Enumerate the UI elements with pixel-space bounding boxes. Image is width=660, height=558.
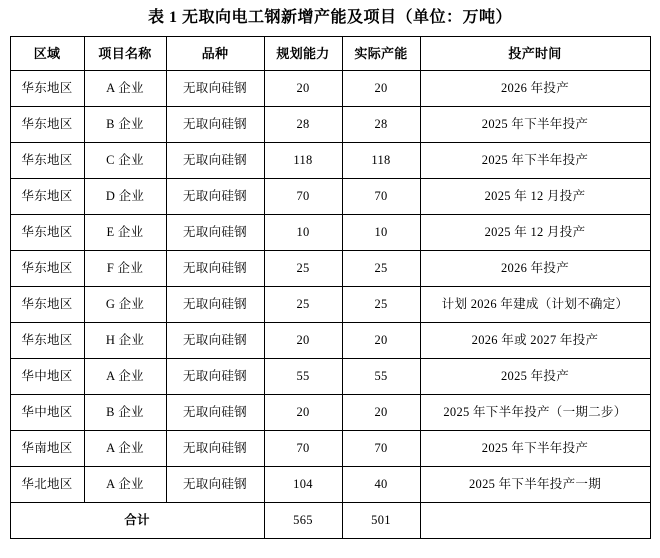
cell-start-time: 2026 年投产 bbox=[420, 251, 650, 287]
table-row bbox=[10, 323, 650, 359]
capacity-table bbox=[10, 36, 651, 539]
cell-plan-capacity: 118 bbox=[264, 143, 342, 179]
table-row bbox=[10, 179, 650, 215]
cell-variety: 无取向硅钢 bbox=[166, 395, 264, 431]
cell-variety: 无取向硅钢 bbox=[166, 107, 264, 143]
column-header-project: 项目名称 bbox=[84, 37, 166, 71]
cell-actual-capacity: 10 bbox=[342, 215, 420, 251]
table-row bbox=[10, 395, 650, 431]
cell-region: 华东地区 bbox=[10, 107, 84, 143]
column-header-region: 区域 bbox=[10, 37, 84, 71]
cell-start-time: 2025 年下半年投产 bbox=[420, 431, 650, 467]
table-row bbox=[10, 431, 650, 467]
cell-variety: 无取向硅钢 bbox=[166, 251, 264, 287]
cell-project: B 企业 bbox=[84, 107, 166, 143]
cell-actual-capacity: 20 bbox=[342, 323, 420, 359]
cell-region: 华东地区 bbox=[10, 287, 84, 323]
cell-actual-capacity: 55 bbox=[342, 359, 420, 395]
cell-project: G 企业 bbox=[84, 287, 166, 323]
cell-region: 华东地区 bbox=[10, 71, 84, 107]
page-title: 表 1 无取向电工钢新增产能及项目（单位：万吨） bbox=[147, 9, 512, 26]
cell-project: D 企业 bbox=[84, 179, 166, 215]
cell-plan-capacity: 104 bbox=[264, 467, 342, 503]
table-row bbox=[10, 107, 650, 143]
cell-plan-capacity: 70 bbox=[264, 179, 342, 215]
cell-start-time: 2025 年下半年投产 bbox=[420, 143, 650, 179]
table-row bbox=[10, 467, 650, 503]
cell-project: B 企业 bbox=[84, 395, 166, 431]
cell-plan-capacity: 28 bbox=[264, 107, 342, 143]
cell-project: A 企业 bbox=[84, 467, 166, 503]
cell-start-time: 计划 2026 年建成（计划不确定） bbox=[420, 287, 650, 323]
cell-project: E 企业 bbox=[84, 215, 166, 251]
cell-start-time: 2025 年 12 月投产 bbox=[420, 215, 650, 251]
cell-variety: 无取向硅钢 bbox=[166, 71, 264, 107]
cell-start-time: 2026 年或 2027 年投产 bbox=[420, 323, 650, 359]
cell-actual-capacity: 70 bbox=[342, 179, 420, 215]
cell-project: A 企业 bbox=[84, 359, 166, 395]
cell-plan-capacity: 20 bbox=[264, 395, 342, 431]
cell-variety: 无取向硅钢 bbox=[166, 215, 264, 251]
cell-region: 华东地区 bbox=[10, 179, 84, 215]
cell-actual-capacity: 70 bbox=[342, 431, 420, 467]
total-label: 合计 bbox=[10, 503, 264, 539]
cell-start-time: 2025 年投产 bbox=[420, 359, 650, 395]
column-header-start-time: 投产时间 bbox=[420, 37, 650, 71]
cell-start-time: 2025 年 12 月投产 bbox=[420, 179, 650, 215]
cell-start-time: 2025 年下半年投产一期 bbox=[420, 467, 650, 503]
cell-start-time: 2025 年下半年投产 bbox=[420, 107, 650, 143]
cell-plan-capacity: 70 bbox=[264, 431, 342, 467]
cell-region: 华中地区 bbox=[10, 359, 84, 395]
cell-variety: 无取向硅钢 bbox=[166, 467, 264, 503]
cell-actual-capacity: 25 bbox=[342, 287, 420, 323]
cell-actual-capacity: 20 bbox=[342, 395, 420, 431]
total-start-time bbox=[420, 503, 650, 539]
cell-variety: 无取向硅钢 bbox=[166, 179, 264, 215]
cell-region: 华北地区 bbox=[10, 467, 84, 503]
cell-plan-capacity: 55 bbox=[264, 359, 342, 395]
cell-plan-capacity: 10 bbox=[264, 215, 342, 251]
cell-plan-capacity: 25 bbox=[264, 251, 342, 287]
cell-region: 华南地区 bbox=[10, 431, 84, 467]
cell-actual-capacity: 28 bbox=[342, 107, 420, 143]
cell-start-time: 2026 年投产 bbox=[420, 71, 650, 107]
table-header-row bbox=[10, 37, 650, 71]
cell-variety: 无取向硅钢 bbox=[166, 359, 264, 395]
cell-actual-capacity: 40 bbox=[342, 467, 420, 503]
cell-variety: 无取向硅钢 bbox=[166, 287, 264, 323]
cell-plan-capacity: 20 bbox=[264, 323, 342, 359]
cell-project: A 企业 bbox=[84, 71, 166, 107]
column-header-plan-capacity: 规划能力 bbox=[264, 37, 342, 71]
cell-project: A 企业 bbox=[84, 431, 166, 467]
table-row bbox=[10, 215, 650, 251]
column-header-variety: 品种 bbox=[166, 37, 264, 71]
cell-variety: 无取向硅钢 bbox=[166, 431, 264, 467]
cell-region: 华东地区 bbox=[10, 143, 84, 179]
table-row bbox=[10, 143, 650, 179]
table-header bbox=[10, 37, 650, 71]
total-plan-capacity: 565 bbox=[264, 503, 342, 539]
cell-actual-capacity: 118 bbox=[342, 143, 420, 179]
cell-plan-capacity: 25 bbox=[264, 287, 342, 323]
table-row bbox=[10, 71, 650, 107]
column-header-actual-capacity: 实际产能 bbox=[342, 37, 420, 71]
cell-region: 华东地区 bbox=[10, 215, 84, 251]
cell-actual-capacity: 25 bbox=[342, 251, 420, 287]
cell-project: C 企业 bbox=[84, 143, 166, 179]
cell-region: 华东地区 bbox=[10, 251, 84, 287]
cell-project: H 企业 bbox=[84, 323, 166, 359]
cell-region: 华中地区 bbox=[10, 395, 84, 431]
cell-plan-capacity: 20 bbox=[264, 71, 342, 107]
cell-variety: 无取向硅钢 bbox=[166, 323, 264, 359]
cell-variety: 无取向硅钢 bbox=[166, 143, 264, 179]
table-body bbox=[10, 71, 650, 539]
table-total-row bbox=[10, 503, 650, 539]
table-row bbox=[10, 287, 650, 323]
table-row bbox=[10, 359, 650, 395]
table-row bbox=[10, 251, 650, 287]
cell-region: 华东地区 bbox=[10, 323, 84, 359]
total-actual-capacity: 501 bbox=[342, 503, 420, 539]
cell-actual-capacity: 20 bbox=[342, 71, 420, 107]
cell-project: F 企业 bbox=[84, 251, 166, 287]
cell-start-time: 2025 年下半年投产（一期二步） bbox=[420, 395, 650, 431]
